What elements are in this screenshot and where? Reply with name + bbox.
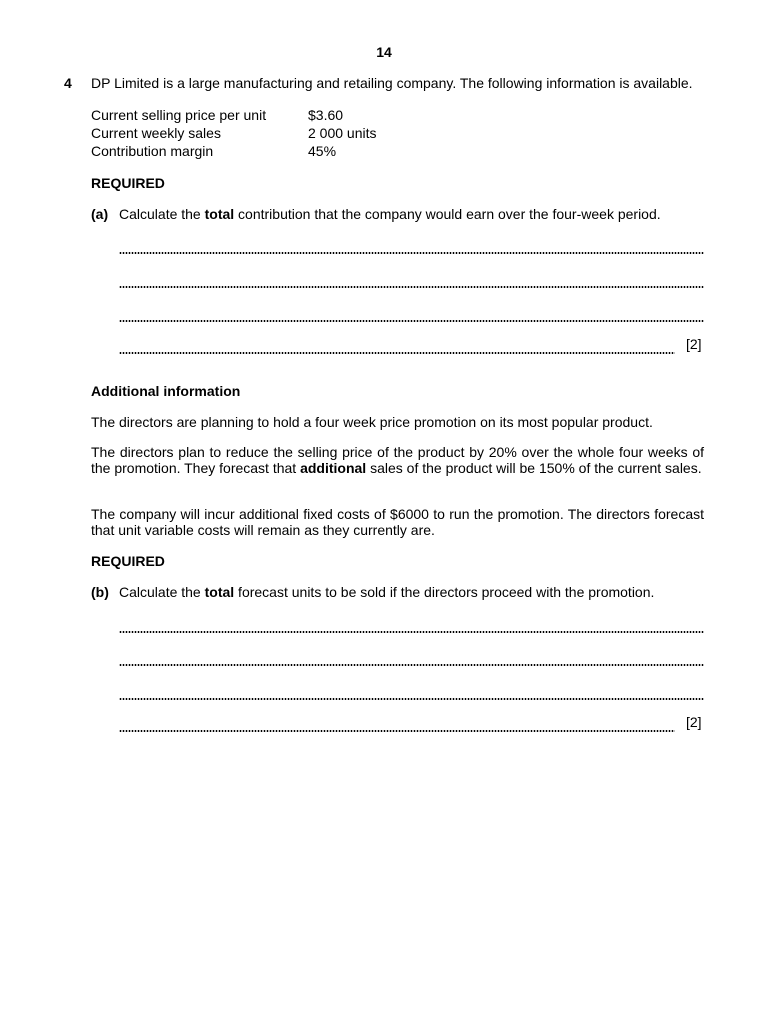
additional-para-2-start: The directors plan to reduce the selling price of the product by 20% over the whole four weeks of the promotion. They forecast that [91,444,704,476]
part-a-text-bold: total [204,206,235,222]
part-b-label: (b) [91,584,109,600]
info-value: $3.60 [308,107,344,123]
question-number: 4 [64,75,72,91]
info-row [91,124,377,142]
info-label: Contribution margin [91,143,214,159]
part-b-text-end: forecast units to be sold if the directors proceed with the promotion. [234,584,655,600]
part-a [91,206,711,224]
answer-line[interactable] [119,286,704,288]
question-intro: DP Limited is a large manufacturing and retailing company. The following information is available. [91,75,693,91]
part-b-text-start: Calculate the [119,584,205,600]
additional-para-1: The directors are planning to hold a four week price promotion on its most popular product. [91,414,653,430]
page-number: 14 [376,44,392,60]
info-label: Current weekly sales [91,125,221,141]
part-a-text-end: contribution that the company would earn over the four-week period. [234,206,661,222]
required-heading-2: REQUIRED [91,553,165,569]
part-b-text [119,584,654,600]
required-heading-1: REQUIRED [91,175,165,191]
additional-info-heading: Additional information [91,383,241,399]
additional-para-2-bold: additional [300,459,367,476]
part-a-marks: [2] [686,336,702,352]
info-value: 45% [308,143,337,159]
info-value: 2 000 units [308,125,377,141]
answer-line[interactable] [119,252,704,254]
additional-para-2 [91,445,704,476]
info-label: Current selling price per unit [91,107,267,123]
additional-para-3: The company will incur additional fixed costs of $6000 to run the promotion. The directors forecast that unit variable costs will remain as they currently are. [91,506,704,538]
part-a-text [119,206,661,222]
part-b-marks: [2] [686,714,702,730]
part-a-text-start: Calculate the [119,206,205,222]
answer-line[interactable] [119,631,704,633]
part-b [91,584,711,602]
answer-line[interactable] [119,698,704,700]
info-table [91,106,377,160]
answer-line[interactable] [119,664,704,666]
part-a-label: (a) [91,206,109,222]
info-row [91,106,377,124]
part-b-text-bold: total [204,584,235,600]
answer-line[interactable] [119,730,675,732]
answer-line[interactable] [119,320,704,322]
info-row [91,142,377,160]
additional-para-2-end: sales of the product will be 150% of the current sales. [366,459,702,476]
answer-line[interactable] [119,352,675,354]
